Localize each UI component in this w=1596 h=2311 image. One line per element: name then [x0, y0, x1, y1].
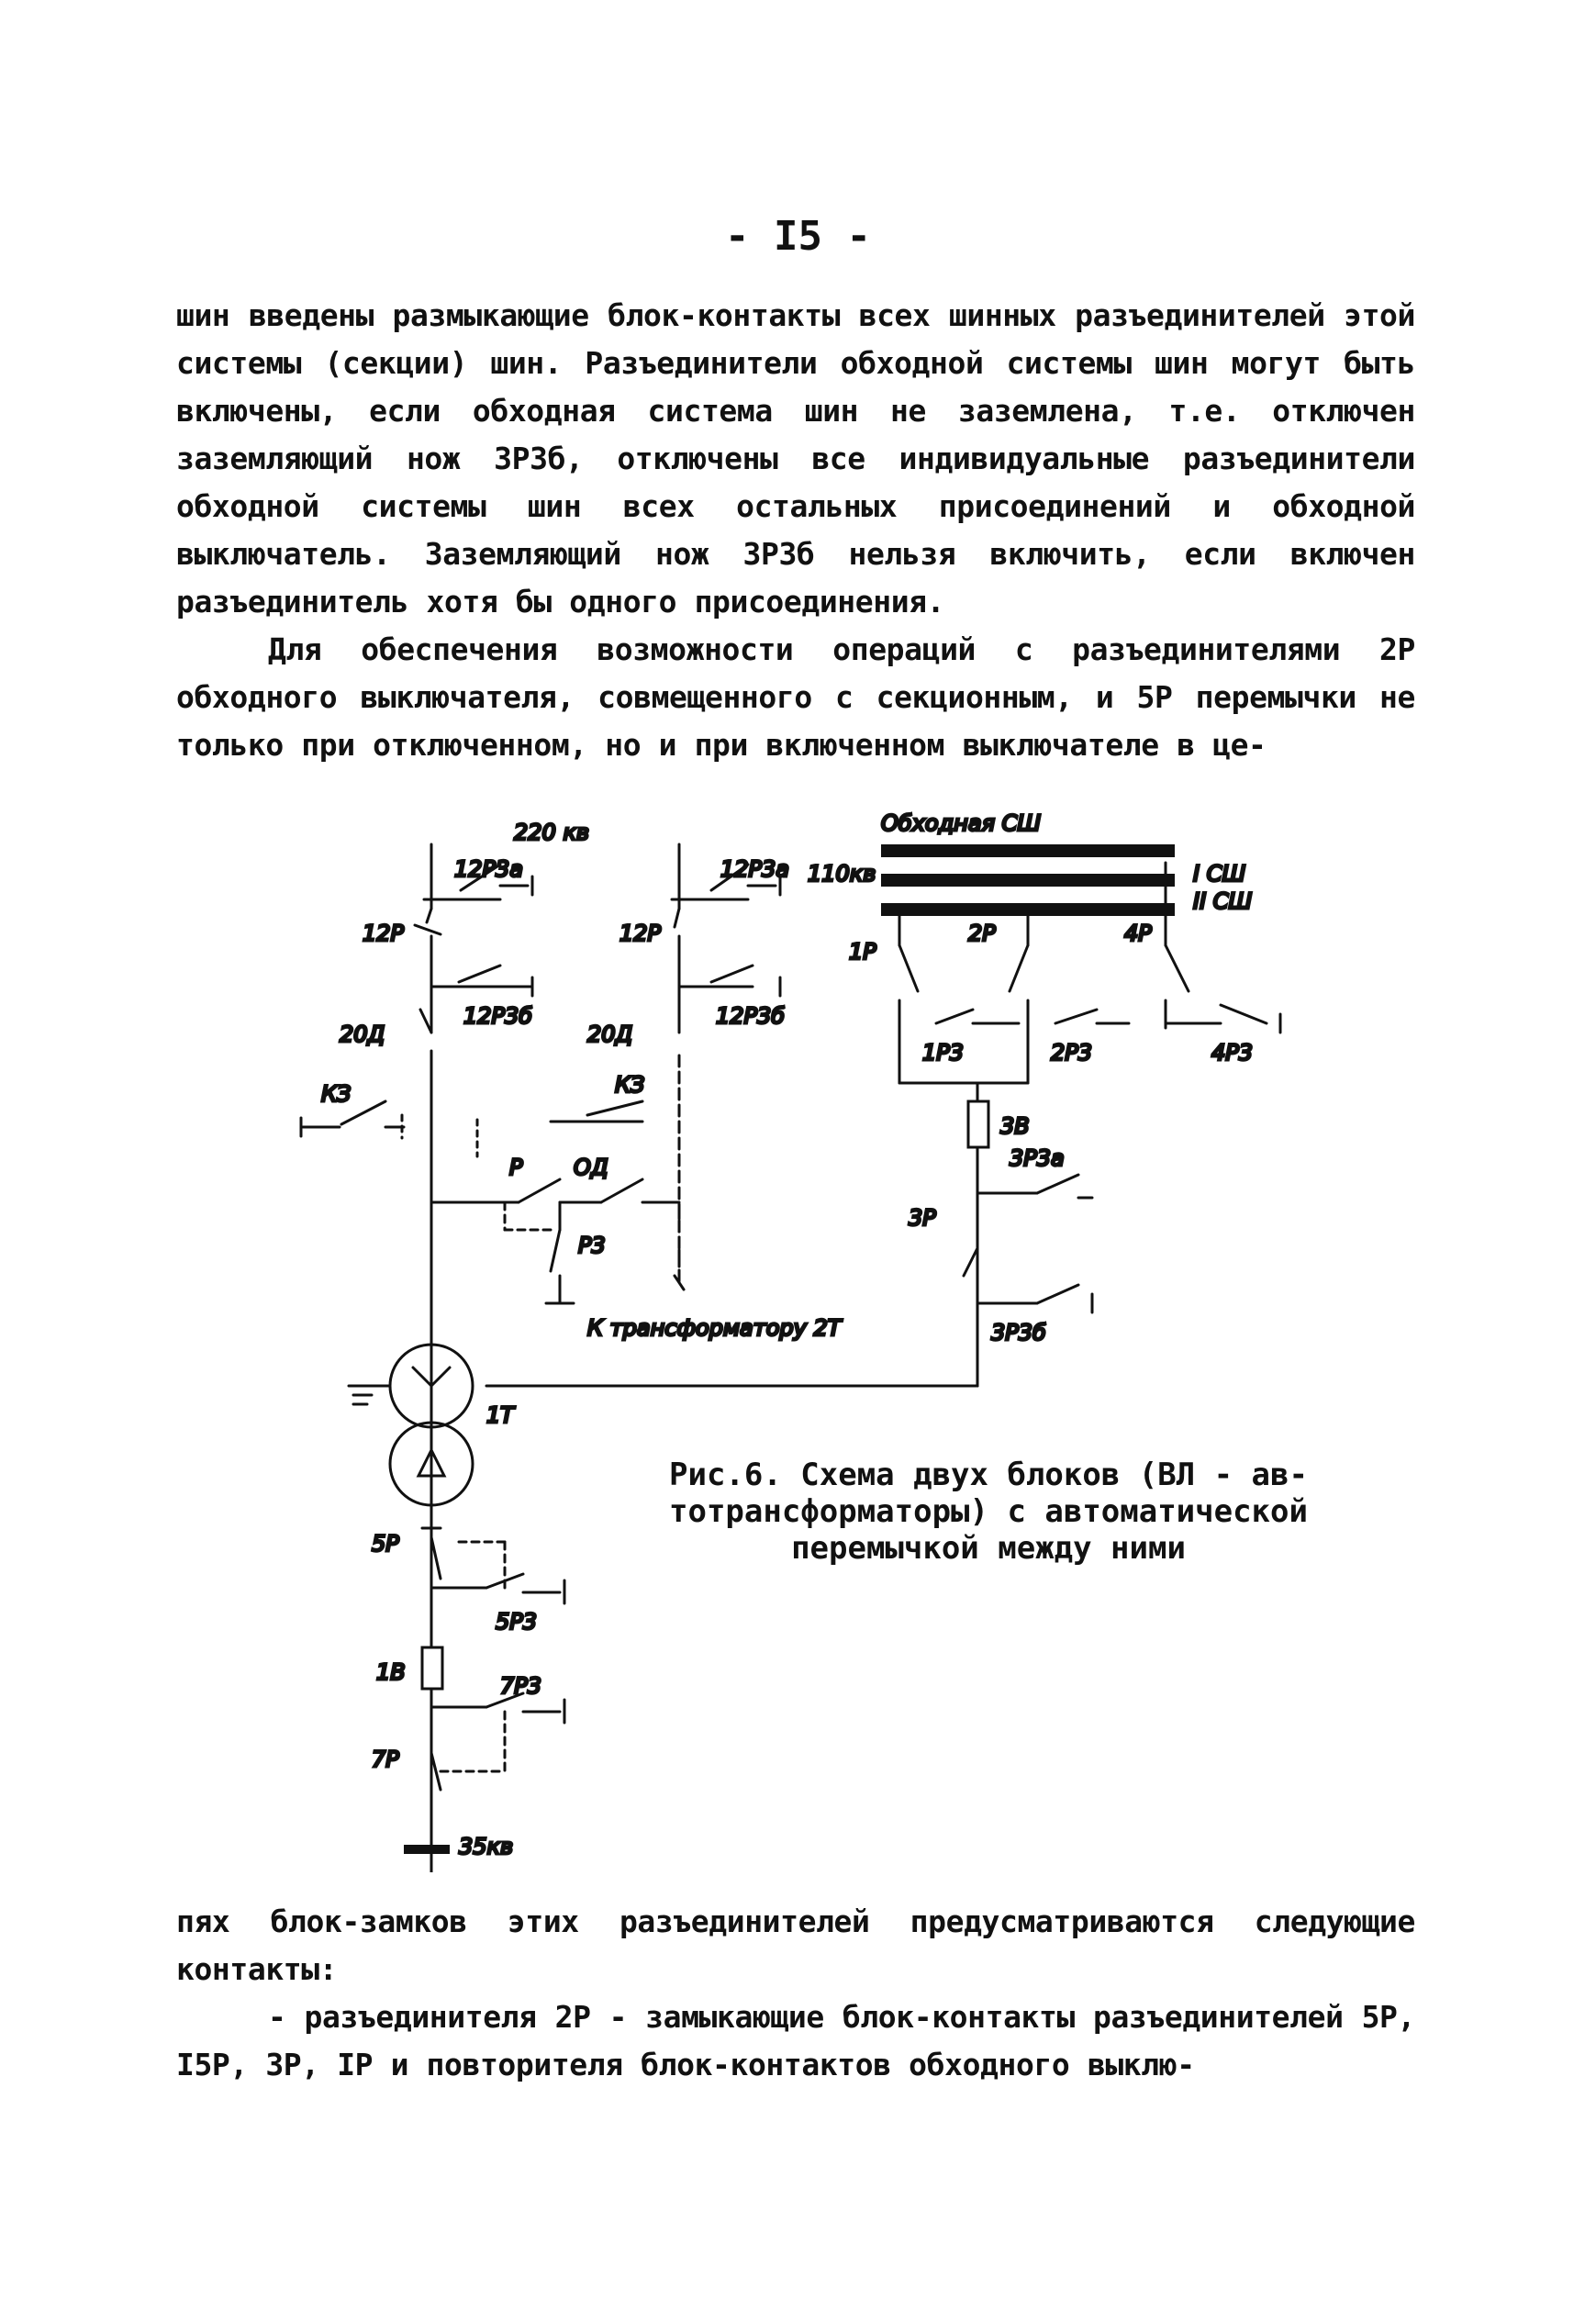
label-12rz-a-right: 12Р3а: [720, 856, 789, 882]
caption-line-2: тотрансформаторы) с автоматической: [669, 1493, 1308, 1530]
label-1t: 1Т: [486, 1402, 514, 1428]
label-bus-1: I СШ: [1193, 861, 1246, 887]
label-12rz-b-left: 12Р3б: [463, 1003, 533, 1029]
paragraph-2: Для обеспечения возможности операций с разъединителями 2Р обходного выключателя, совмещенного с секционным, и 5Р перемычки не только при отключенном, но и при включенном выключателе в це-: [176, 631, 1415, 763]
110kv-bus-system: [881, 844, 1280, 1386]
right-220kv-circuit: [551, 844, 780, 1289]
left-220kv-circuit: [402, 844, 532, 1872]
label-3r: 3Р: [909, 1205, 936, 1231]
label-35kv: 35кв: [459, 1834, 514, 1859]
label-12rz-b-right: 12Р3б: [716, 1003, 786, 1029]
label-7r: 7Р: [372, 1747, 399, 1772]
label-12r-left: 12Р: [363, 921, 405, 946]
label-kz-right: КЗ: [615, 1072, 645, 1098]
label-4rz: 4Р3: [1211, 1040, 1254, 1066]
label-to-transformer: К трансформатору 2Т: [587, 1315, 842, 1341]
label-3rz-b: 3Р3б: [991, 1320, 1046, 1345]
page-number: - I5 -: [725, 213, 871, 260]
caption-line-1: Рис.6. Схема двух блоков (ВЛ - ав-: [669, 1457, 1308, 1493]
kz-left-switch: [301, 1101, 404, 1136]
label-1v: 1В: [376, 1659, 406, 1685]
label-7rz: 7Р3: [500, 1673, 542, 1699]
label-od: ОД: [574, 1155, 608, 1180]
label-bypass-bus: Обходная СШ: [881, 810, 1042, 836]
label-p: Р: [509, 1155, 523, 1180]
label-3v: 3В: [1000, 1113, 1030, 1139]
label-bus-2: II СШ: [1193, 888, 1253, 914]
label-12rz-a-left: 12Р3а: [454, 856, 523, 882]
label-5r: 5Р: [372, 1531, 399, 1557]
figure-6-circuit-diagram: [0, 789, 1596, 1872]
label-5rz: 5Р3: [496, 1609, 538, 1635]
label-rz: Р3: [578, 1233, 606, 1258]
label-2rz: 2Р3: [1051, 1040, 1093, 1066]
label-3rz-a: 3Р3а: [1010, 1145, 1065, 1171]
paragraph-1: шин введены размыкающие блок-контакты всех шинных разъединителей этой системы (секции) шин. Разъединители обходной системы шин могут быть включены, если обходная система шин не заземлена, т.е. отключен заземляющий нож 3Р3б, отключены все индивидуальные разъединители обходной системы шин всех остальных присоединений и обходной выключатель. Заземляющий нож 3Р3б нельзя включить, если включен разъединитель хотя бы одного присоединения.: [176, 297, 1415, 620]
label-110kv: 110кв: [808, 861, 876, 887]
label-220kv: 220 кв: [514, 820, 590, 845]
paragraph-3: пях блок-замков этих разъединителей предусматриваются следующие контакты:: [176, 1904, 1415, 1987]
label-od-right: 20Д: [587, 1022, 633, 1047]
paragraph-4: - разъединителя 2Р - замыкающие блок-контакты разъединителей 5Р, I5Р, 3Р, IР и повторителя блок-контактов обходного выклю-: [176, 1999, 1415, 2082]
label-1r: 1Р: [849, 939, 876, 965]
label-12r-right: 12Р: [619, 921, 662, 946]
label-1rz: 1Р3: [922, 1040, 965, 1066]
label-od-left: 20Д: [340, 1022, 385, 1047]
label-4r: 4Р: [1124, 921, 1152, 946]
figure-caption: [653, 1457, 1323, 1567]
label-kz-left: КЗ: [321, 1081, 352, 1107]
caption-line-3: перемычкой между ними: [791, 1530, 1186, 1567]
label-2r: 2Р: [968, 921, 996, 946]
